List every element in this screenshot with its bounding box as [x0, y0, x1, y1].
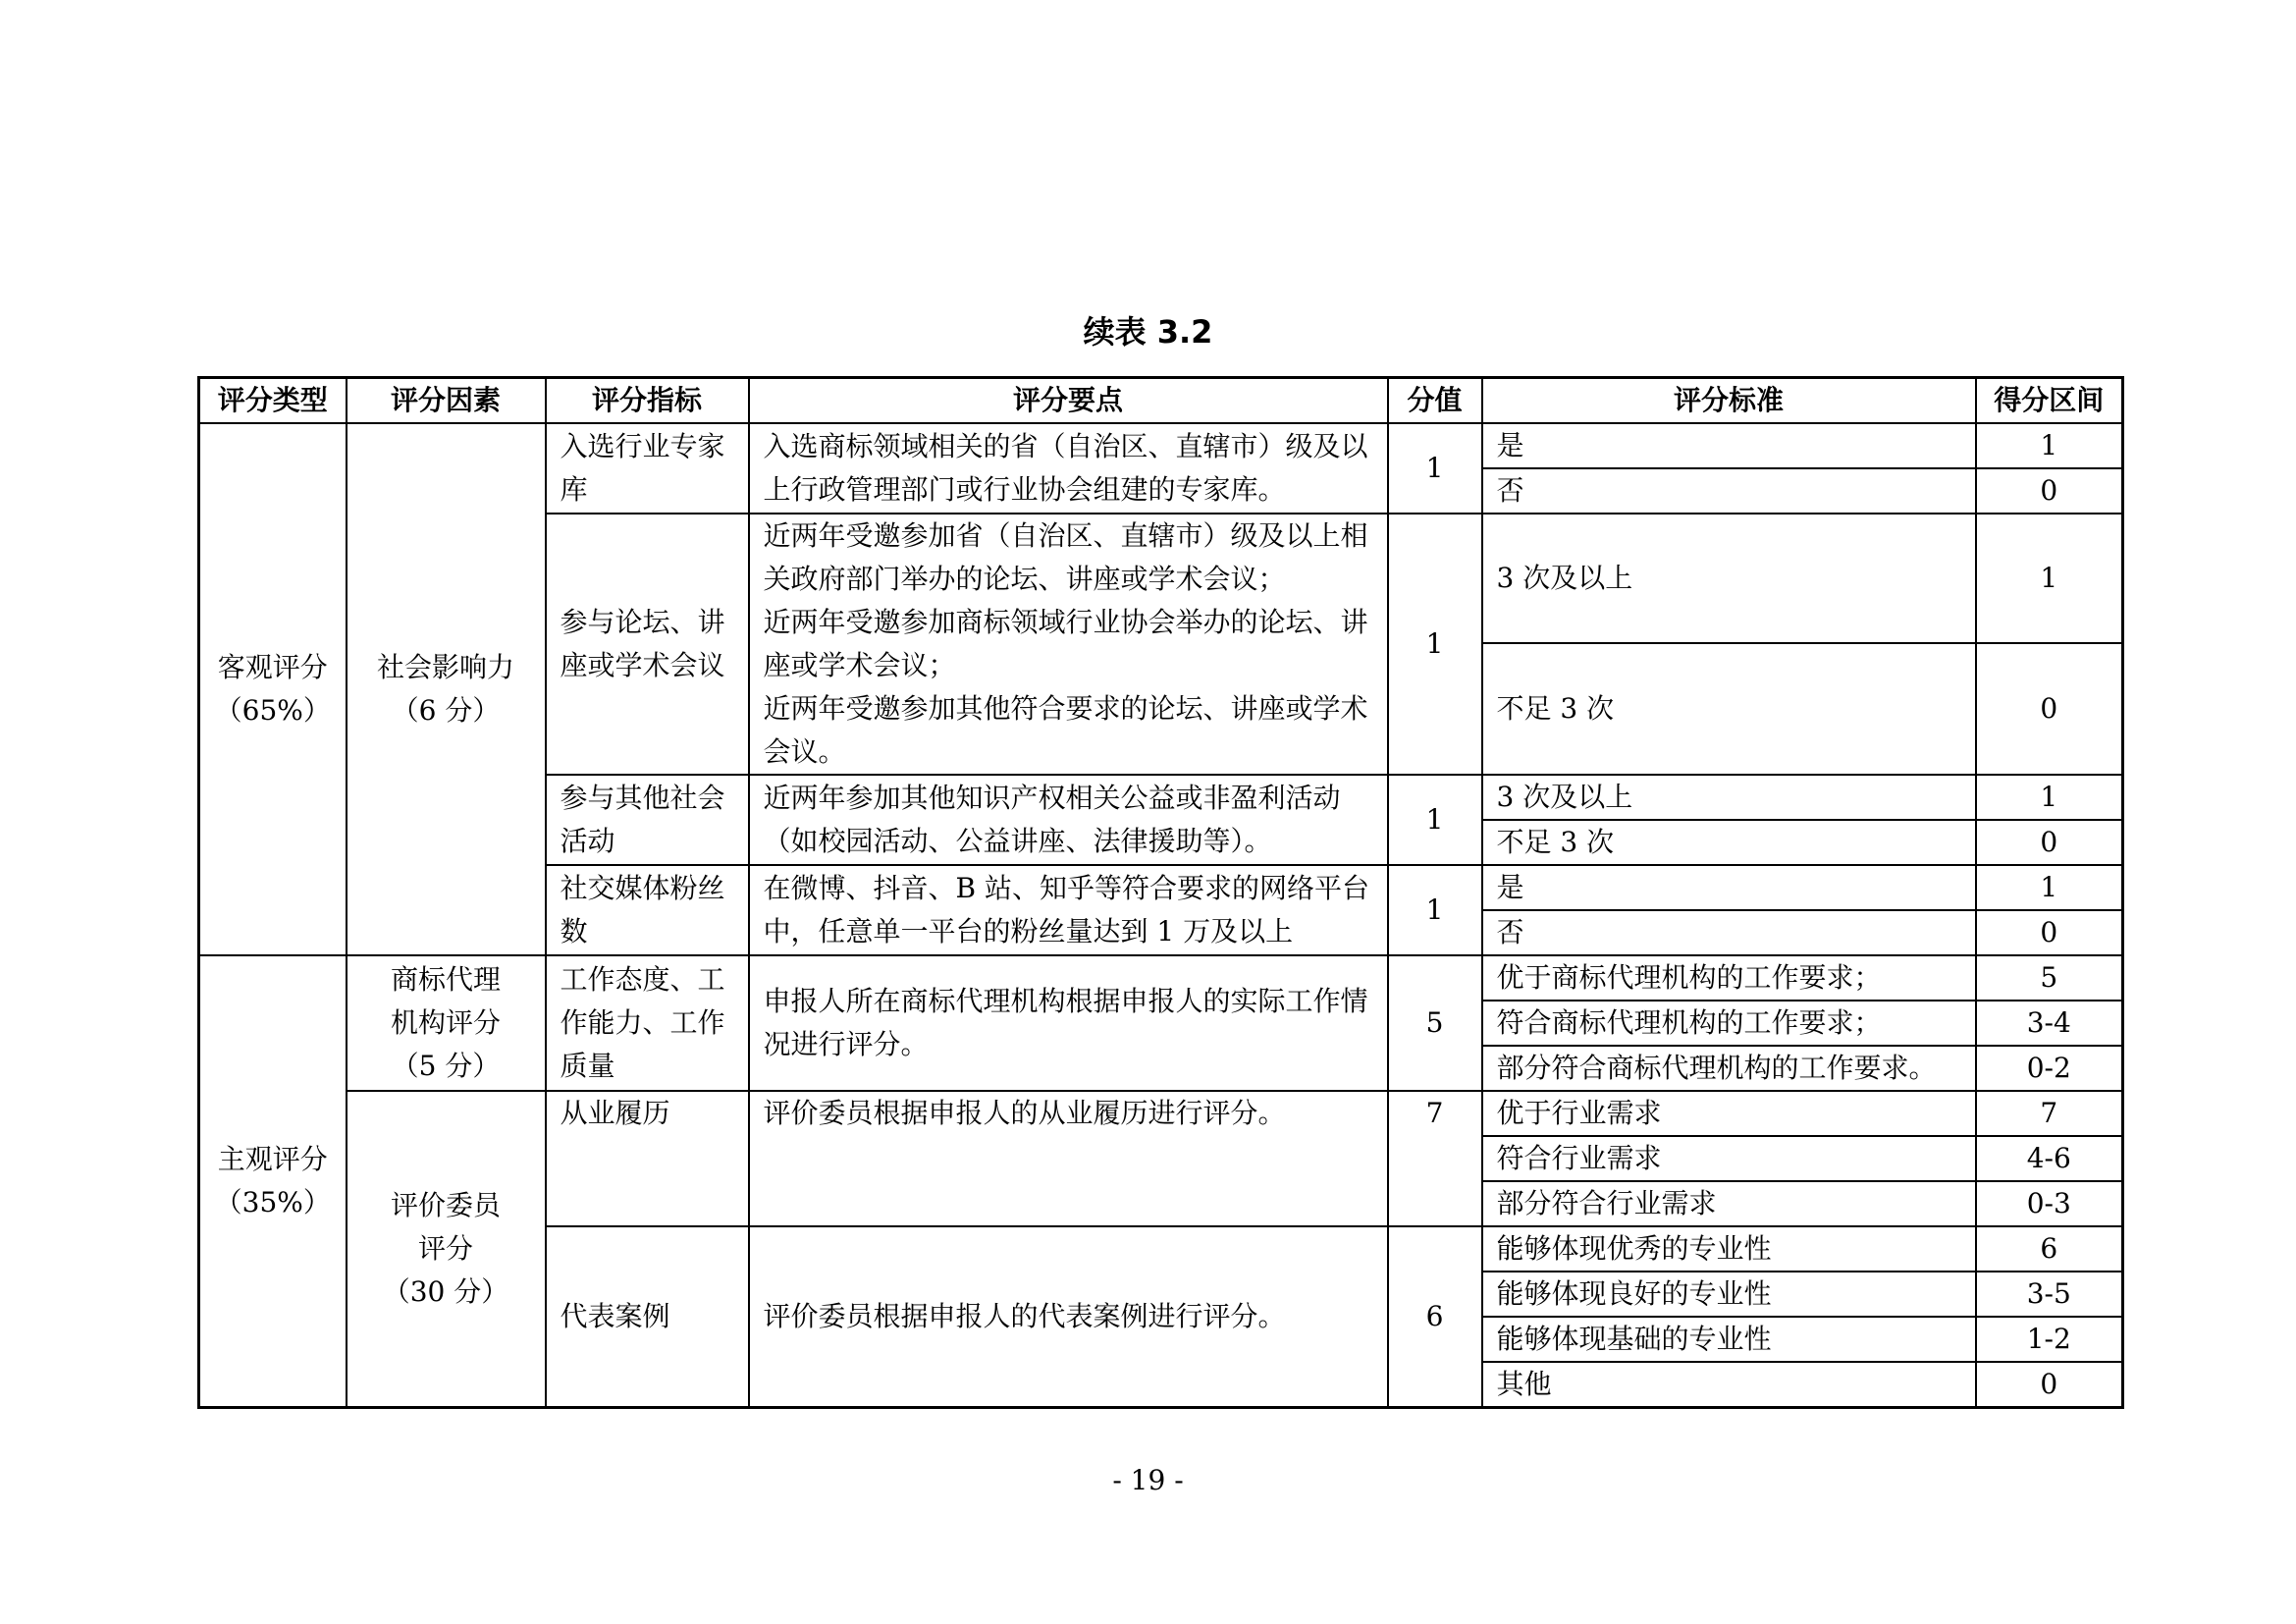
point-expert-pool: 入选商标领域相关的省（自治区、直辖市）级及以上行政管理部门或行业协会组建的专家库。: [749, 423, 1388, 514]
indicator-social-media: 社交媒体粉丝数: [546, 865, 749, 955]
criteria-range: 0-2: [1976, 1046, 2123, 1091]
header-row: [199, 378, 2123, 424]
point-career: 评价委员根据申报人的从业履历进行评分。: [749, 1091, 1388, 1226]
criteria-standard: 不足 3 次: [1482, 643, 1976, 775]
indicator-cases: 代表案例: [546, 1226, 749, 1408]
criteria-range: 0-3: [1976, 1181, 2123, 1226]
indicator-forums: 参与论坛、讲座或学术会议: [546, 514, 749, 775]
criteria-range: 1: [1976, 514, 2123, 643]
criteria-standard: 3 次及以上: [1482, 514, 1976, 643]
score-expert-pool: 1: [1388, 423, 1482, 514]
criteria-range: 0: [1976, 1362, 2123, 1408]
score-social-activities: 1: [1388, 775, 1482, 865]
factor-social-influence: 社会影响力 （6 分）: [347, 423, 546, 955]
indicator-expert-pool: 入选行业专家库: [546, 423, 749, 514]
factor-committee: 评价委员 评分 （30 分）: [347, 1091, 546, 1408]
page-number: - 19 -: [1112, 1464, 1184, 1496]
criteria-range: 1-2: [1976, 1317, 2123, 1362]
table-row: [199, 423, 2123, 468]
point-social-activities: 近两年参加其他知识产权相关公益或非盈利活动（如校园活动、公益讲座、法律援助等）。: [749, 775, 1388, 865]
factor-agency: 商标代理 机构评分 （5 分）: [347, 955, 546, 1091]
criteria-range: 1: [1976, 865, 2123, 910]
criteria-range: 4-6: [1976, 1136, 2123, 1181]
criteria-range: 0: [1976, 468, 2123, 514]
header-factor: 评分因素: [347, 378, 546, 424]
criteria-standard: 否: [1482, 468, 1976, 514]
criteria-range: 3-5: [1976, 1272, 2123, 1317]
criteria-standard: 能够体现基础的专业性: [1482, 1317, 1976, 1362]
criteria-standard: 是: [1482, 865, 1976, 910]
point-work: 申报人所在商标代理机构根据申报人的实际工作情况进行评分。: [749, 955, 1388, 1091]
criteria-standard: 3 次及以上: [1482, 775, 1976, 820]
scoring-table: [197, 376, 2124, 1409]
criteria-standard: 是: [1482, 423, 1976, 468]
header-criteria: 评分标准: [1482, 378, 1976, 424]
point-forums: 近两年受邀参加省（自治区、直辖市）级及以上相关政府部门举办的论坛、讲座或学术会议； 近两年受邀参加商标领域行业协会举办的论坛、讲座或学术会议； 近两年受邀参加其他符合要求的论坛、讲座或学术会议。: [749, 514, 1388, 775]
criteria-standard: 不足 3 次: [1482, 820, 1976, 865]
header-point: 评分要点: [749, 378, 1388, 424]
criteria-standard: 符合商标代理机构的工作要求；: [1482, 1001, 1976, 1046]
criteria-standard: 部分符合行业需求: [1482, 1181, 1976, 1226]
point-social-media: 在微博、抖音、B 站、知乎等符合要求的网络平台中，任意单一平台的粉丝量达到 1 万及以上: [749, 865, 1388, 955]
criteria-range: 3-4: [1976, 1001, 2123, 1046]
criteria-standard: 优于商标代理机构的工作要求；: [1482, 955, 1976, 1001]
criteria-standard: 能够体现良好的专业性: [1482, 1272, 1976, 1317]
header-indicator: 评分指标: [546, 378, 749, 424]
criteria-range: 7: [1976, 1091, 2123, 1136]
type-subjective: 主观评分 （35%）: [199, 955, 347, 1408]
table-row: [199, 1091, 2123, 1136]
criteria-standard: 其他: [1482, 1362, 1976, 1408]
score-forums: 1: [1388, 514, 1482, 775]
score-work: 5: [1388, 955, 1482, 1091]
criteria-standard: 符合行业需求: [1482, 1136, 1976, 1181]
criteria-standard: 部分符合商标代理机构的工作要求。: [1482, 1046, 1976, 1091]
score-social-media: 1: [1388, 865, 1482, 955]
criteria-standard: 能够体现优秀的专业性: [1482, 1226, 1976, 1272]
table-row: [199, 955, 2123, 1001]
type-objective: 客观评分 （65%）: [199, 423, 347, 955]
indicator-work: 工作态度、工作能力、工作质量: [546, 955, 749, 1091]
criteria-standard: 优于行业需求: [1482, 1091, 1976, 1136]
table-title: 续表 3.2: [1083, 313, 1213, 351]
header-type: 评分类型: [199, 378, 347, 424]
indicator-career: 从业履历: [546, 1091, 749, 1226]
indicator-social-activities: 参与其他社会活动: [546, 775, 749, 865]
point-cases: 评价委员根据申报人的代表案例进行评分。: [749, 1226, 1388, 1408]
score-career: 7: [1388, 1091, 1482, 1226]
criteria-range: 1: [1976, 423, 2123, 468]
criteria-range: 6: [1976, 1226, 2123, 1272]
criteria-range: 0: [1976, 820, 2123, 865]
header-score: 分值: [1388, 378, 1482, 424]
criteria-range: 0: [1976, 910, 2123, 955]
criteria-range: 1: [1976, 775, 2123, 820]
criteria-range: 5: [1976, 955, 2123, 1001]
header-range: 得分区间: [1976, 378, 2123, 424]
criteria-range: 0: [1976, 643, 2123, 775]
criteria-standard: 否: [1482, 910, 1976, 955]
score-cases: 6: [1388, 1226, 1482, 1408]
